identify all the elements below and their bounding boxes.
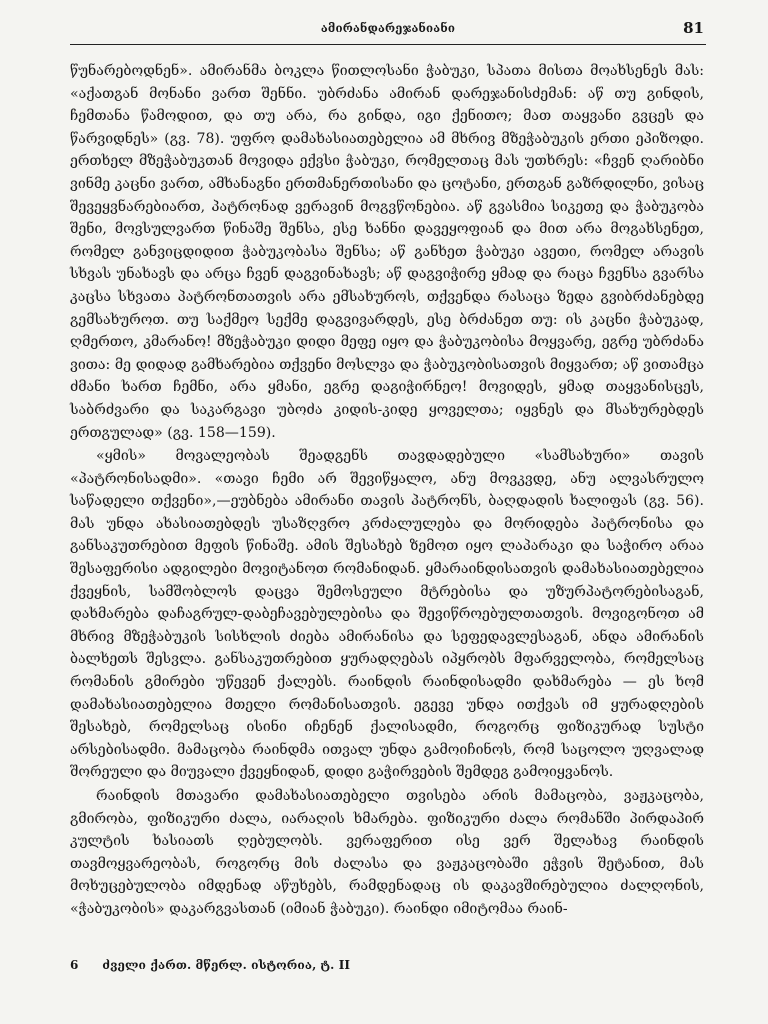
paragraph-1: წუნარებოდნენ». ამირანმა ბოკლა წითლოსანი ჭაბუკი, სპათა მისთა მოახსენეს მას: «აქათგან მონანი ვართ შენნი. უბრძანა ამირან დარეჯანისძემან: აწ თუ გინდის, ჩემთანა წამოდით, და თუ არა, რა გინდა, იგი ქენითო; მათ თაყვანი გვცეს და წარვიდნეს» (გვ. 78). უფრო დამახასიათებელია ამ მხრივ მზეჭაბუკის ერთი ეპიზოდი. ერთხელ მზეჭაბუკთან მოვიდა ექვსი ჭაბუკი, რომელთაც მას უთხრეს: «ჩვენ ღარიბნი ვინმე კაცნი ვართ, ამხანაგნი ერთმანერთისანი და ცოტანი, ერთგან გაზრდილნი, ვისაც შევეყვნარებიართ, პატრონად ვერავინ მოგვწონებია. აწ გვასმია სიკეთე და ჭაბუკობა შენი, მოვსულვართ წინაშე შენსა, ესე ხანნი დავეყოფიან და მით არა მოგახსენეთ, რომელ განვიცდიდით ჭაბუკობასა შენსა; აწ განხეთ ჭაბუკი ავეთი, რომელ არავის სხვას უნახავს და არცა ჩვენ დაგვინახავს; აწ დაგვიჭირე ყმად და რაცა ჩვენსა გვარსა კაცსა სხვათა პატრონთათვის არა ემსახუროს, თქვენდა რასაცა ზედა გვიბრძანებდე გემსახუროთ. თუ საქმეო სექმე დაგვივარდეს, ესე ბრძანეთ თუ: ის კაცნი ჭაბუკად, ღმერთო, კმარანო! მზეჭაბუკი დიდი მეფე იყო და ჭაბუკობისა მოყვარე, ეგრე უბრძანა ვითა: მე დიდად გამხარებია თქვენი მოსლვა და ჭაბუკობისათვის მიყვართ; აწ ვითამცა ძმანი ხართ ჩემნი, არა ყმანი, ეგრე დაგიჭირნეო! მოვიდეს, ყმად თაყვანისცეს, საბრძვარი და საკარგავი უბოძა კიდის-კიდე ყოველთა; იყვნეს და მსახურებდეს ერთგულად» (გვ. 158—159). [70,63,704,441]
running-header [70,18,706,45]
footer [70,958,350,972]
page-number: 81 [683,19,704,37]
body-text [70,60,704,921]
running-title: ამირანდარეჯანიანი [320,21,456,35]
paragraph-3: რაინდის მთავარი დამახასიათებელი თვისება არის მამაცობა, ვაჟკაცობა, გმირობა, ფიზიკური ძალა, იარაღის ხმარება. ფიზიკური ძალა რომანში პირდაპირ კულტის ხასიათს ღებულობს. ვერაფერით ისე ვერ შელახავ რაინდის თავმოყვარეობას, როგორც მის ძალასა და ვაჟკაცობაში ეჭვის შეტანით, მას მოხუცებულობა იმდენად აწუხებს, რამდენადაც ის დაკავშირებულია ძალღონის, «ჭაბუკობის» დაკარგვასთან (იმიან ჭაბუკი). რაინდი იმიტომაა რაინ- [70,788,704,917]
signature-number: 6 [70,958,79,972]
footer-text: ძველი ქართ. მწერლ. ისტორია, ტ. II [102,958,351,972]
paragraph-2: «ყმის» მოვალეობას შეადგენს თავდადებული «სამსახური» თავის «პატრონისადმი». «თავი ჩემი არ შევიწყალო, ანუ მოვკვდე, ანუ ალვასრულო საწადელი თქვენი»,—ეუბნება ამირანი თავის პატრონს, ბაღდადის ხალიფას (გვ. 56). მას უნდა ახასიათებდეს უსაზღვრო კრძალულება და მორიდება პატრონისა და განსაკუთრებით მეფის წინაშე. ამის შესახებ ზემოთ იყო ლაპარაკი და საჭირო არაა შესაფერისი ადგილები მოვიტანოთ რომანიდან. ყმარაინდისათვის დამახასიათებელია ქვეყნის, სამშობლოს დაცვა შემოსეული მტრებისა და უზურპატორებისაგან, დახმარება დაჩაგრულ-დაბეჩავებულებისა და შევიწროებულთათვის. მოვიგონოთ ამ მხრივ მზეჭაბუკის სისხლის ძიება ამირანისა და სეფედავლესაგან, ანდა ამირანის ბალხეთს შესვლა. განსაკუთრებით ყურადღებას იპყრობს მფარველობა, რომელსაც რომანის გმირები უწევენ ქალებს. რაინდის რაინდისადმი დახმარება — ეს ხომ დამახასიათებელია მთელი რომანისათვის. ეგევე უნდა ითქვას იმ ყურადღების შესახებ, რომელსაც ისინი იჩენენ ქალისადმი, როგორც ფიზიკურად სუსტი არსებისადმი. მამაცობა რაინდმა ითვალ უნდა გამოიჩინოს, რომ საცოლო უღვალად შორეული და მიუვალი ქვეყნიდან, დიდი გაჭირვების შემდეგ გამოიყვანოს. [70,448,704,781]
